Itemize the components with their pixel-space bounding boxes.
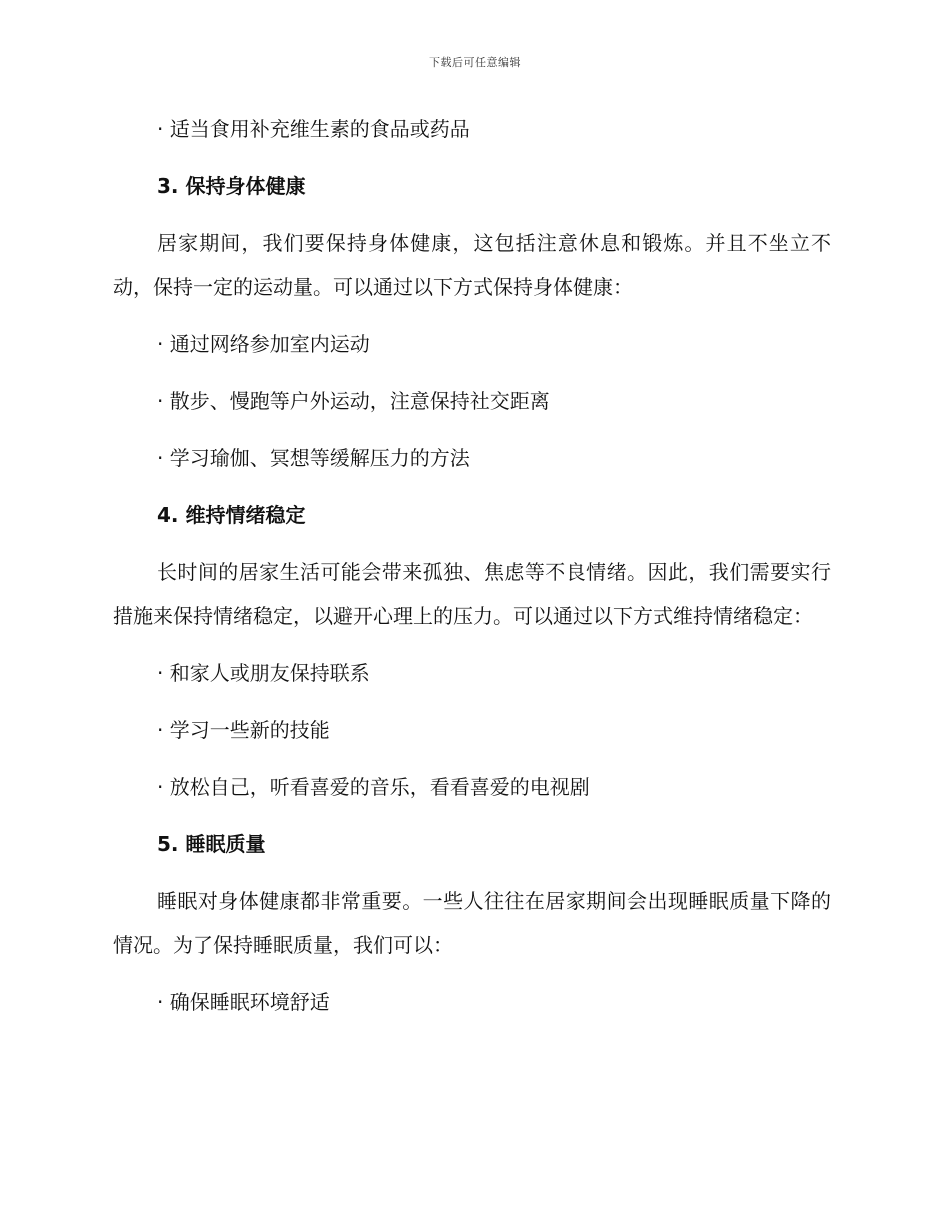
section-heading: 3. 保持身体健康: [157, 174, 306, 198]
paragraph: 长时间的居家生活可能会带来孤独、焦虑等不良情绪。因此，我们需要实行措施来保持情绪稳定，以避开心理上的压力。可以通过以下方式维持情绪稳定：: [113, 560, 831, 628]
bullet-item: · 放松自己，听看喜爱的音乐，看看喜爱的电视剧: [157, 775, 590, 799]
header-note: 下载后可任意编辑: [429, 56, 521, 69]
bullet-item: · 学习瑜伽、冥想等缓解压力的方法: [157, 446, 470, 470]
document-body: [113, 114, 831, 1044]
bullet-item: · 确保睡眠环境舒适: [157, 990, 330, 1014]
bullet-item: · 散步、慢跑等户外运动，注意保持社交距离: [157, 389, 550, 413]
bullet-item: · 通过网络参加室内运动: [157, 332, 370, 356]
bullet-item: · 适当食用补充维生素的食品或药品: [157, 117, 470, 141]
bullet-item: · 学习一些新的技能: [157, 718, 330, 742]
paragraph: 睡眠对身体健康都非常重要。一些人往往在居家期间会出现睡眠质量下降的情况。为了保持睡眠质量，我们可以：: [113, 889, 831, 957]
bullet-item: · 和家人或朋友保持联系: [157, 661, 370, 685]
section-heading: 5. 睡眠质量: [157, 832, 266, 856]
section-heading: 4. 维持情绪稳定: [157, 503, 306, 527]
paragraph: 居家期间，我们要保持身体健康，这包括注意休息和锻炼。并且不坐立不动，保持一定的运动量。可以通过以下方式保持身体健康：: [113, 231, 831, 299]
